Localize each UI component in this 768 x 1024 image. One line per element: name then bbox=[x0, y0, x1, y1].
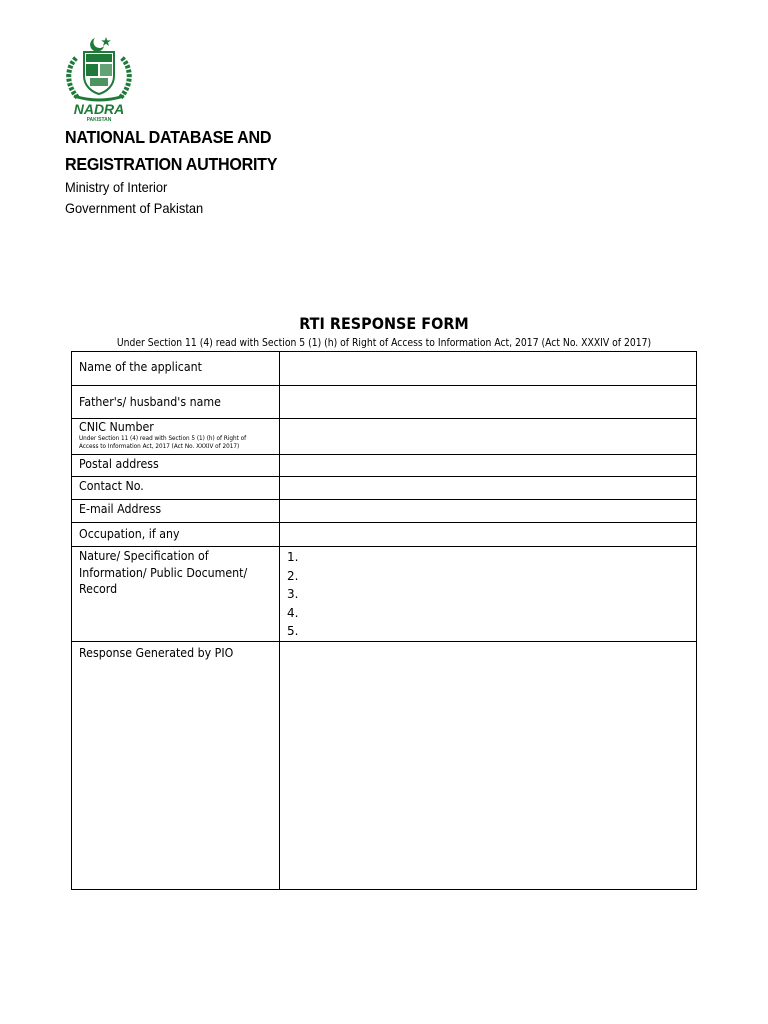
value-postal[interactable] bbox=[280, 455, 697, 477]
label-contact: Contact No. bbox=[79, 479, 144, 493]
nadra-logo bbox=[62, 34, 136, 122]
svg-text:PAKISTAN: PAKISTAN bbox=[86, 117, 112, 122]
row-applicant-name bbox=[72, 352, 697, 386]
label-nature-line2: Information/ Public Document/ bbox=[79, 565, 248, 580]
form-title: RTI RESPONSE FORM bbox=[299, 314, 469, 333]
label-father-husband: Father's/ husband's name bbox=[79, 395, 221, 409]
list-item: 2. bbox=[287, 568, 299, 583]
form-subtitle: Under Section 11 (4) read with Section 5 (1) (h) of Right of Access to Information Act, 2017 (Act No. XXXIV of 2017) bbox=[116, 337, 652, 349]
value-cnic[interactable] bbox=[280, 419, 697, 455]
value-email[interactable] bbox=[280, 500, 697, 523]
organization-name bbox=[65, 124, 277, 178]
row-email bbox=[72, 500, 697, 523]
ministry-name: Ministry of Interior bbox=[65, 179, 168, 195]
value-occupation[interactable] bbox=[280, 523, 697, 547]
ministry-block bbox=[65, 177, 203, 219]
information-items-list bbox=[287, 548, 696, 641]
row-contact bbox=[72, 477, 697, 500]
label-postal: Postal address bbox=[79, 457, 159, 471]
row-cnic bbox=[72, 419, 697, 455]
row-postal bbox=[72, 455, 697, 477]
label-response: Response Generated by PIO bbox=[79, 645, 234, 660]
label-email: E-mail Address bbox=[79, 502, 162, 516]
row-father-husband bbox=[72, 386, 697, 419]
list-item: 5. bbox=[287, 624, 299, 638]
org-name-line1: NATIONAL DATABASE AND bbox=[65, 127, 272, 147]
value-contact[interactable] bbox=[280, 477, 697, 500]
row-response bbox=[72, 641, 697, 889]
list-item: 3. bbox=[287, 587, 299, 601]
label-nature-line1: Nature/ Specification of bbox=[79, 549, 209, 563]
label-occupation: Occupation, if any bbox=[79, 527, 180, 541]
label-cnic-note: Under Section 11 (4) read with Section 5 (1) (h) of Right of Access to Information Act, 2017 (Act No. XXXIV of 2017) bbox=[79, 435, 247, 450]
list-item: 4. bbox=[287, 605, 299, 620]
svg-text:NADRA: NADRA bbox=[73, 101, 125, 117]
value-response[interactable] bbox=[280, 641, 697, 889]
label-applicant-name: Name of the applicant bbox=[79, 360, 202, 374]
value-father-husband[interactable] bbox=[280, 386, 697, 419]
row-occupation bbox=[72, 523, 697, 547]
list-item: 1. bbox=[287, 550, 299, 564]
rti-form-table bbox=[71, 351, 697, 890]
value-applicant-name[interactable] bbox=[280, 352, 697, 386]
label-nature-line3: Record bbox=[79, 582, 118, 596]
government-name: Government of Pakistan bbox=[65, 200, 204, 216]
org-name-line2: REGISTRATION AUTHORITY bbox=[65, 154, 278, 174]
row-nature bbox=[72, 547, 697, 642]
label-cnic: CNIC Number bbox=[79, 420, 154, 434]
value-nature[interactable] bbox=[280, 547, 697, 642]
